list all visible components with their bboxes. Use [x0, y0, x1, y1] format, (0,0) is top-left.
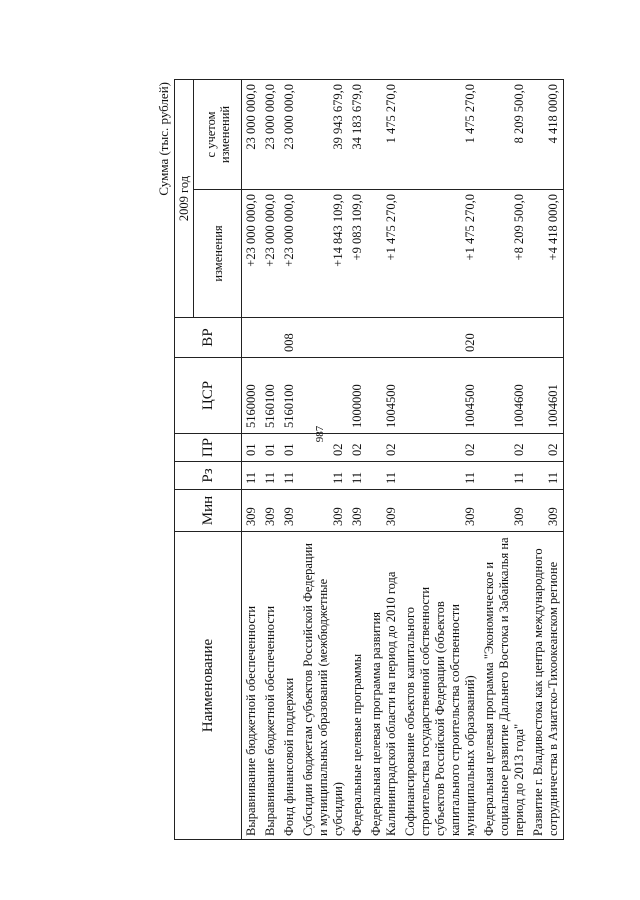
- row-pr: 02: [299, 434, 348, 462]
- row-rz: 11: [280, 462, 299, 490]
- row-min: 309: [299, 490, 348, 532]
- row-min: 309: [261, 490, 280, 532]
- row-total: 23 000 000,0: [261, 79, 280, 189]
- row-pr: 01: [261, 434, 280, 462]
- table-row: [401, 79, 480, 839]
- header-year: 2009 год: [175, 79, 194, 317]
- row-vr: [367, 318, 401, 358]
- row-min: 309: [348, 490, 367, 532]
- table-row: [299, 79, 348, 839]
- row-change: +1 475 270,0: [401, 190, 480, 318]
- page-number: 987: [314, 425, 326, 443]
- row-change: +1 475 270,0: [367, 190, 401, 318]
- row-rz: 11: [299, 462, 348, 490]
- row-min: 309: [242, 490, 262, 532]
- row-pr: 02: [401, 434, 480, 462]
- row-change: +14 843 109,0: [299, 190, 348, 318]
- table-row: [480, 79, 529, 839]
- row-csr: 1004601: [529, 358, 564, 434]
- row-vr: [480, 318, 529, 358]
- row-name: Фонд финансовой поддержки: [280, 532, 299, 840]
- row-name: Федеральные целевые программы: [348, 532, 367, 840]
- row-pr: 02: [480, 434, 529, 462]
- row-total: 39 943 679,0: [299, 79, 348, 189]
- row-total: 23 000 000,0: [280, 79, 299, 189]
- units-label: Сумма (тыс. рублей): [156, 82, 171, 196]
- budget-table: [174, 79, 564, 840]
- row-vr: [242, 318, 262, 358]
- table-row: [529, 79, 564, 839]
- row-pr: 01: [242, 434, 262, 462]
- row-min: 309: [280, 490, 299, 532]
- row-total: 23 000 000,0: [242, 79, 262, 189]
- row-name: Развитие г. Владивостока как центра международного сотрудничества в Азиатско-Тихоокеанском регионе: [529, 532, 564, 840]
- row-name: Выравнивание бюджетной обеспеченности: [242, 532, 262, 840]
- row-change: +23 000 000,0: [280, 190, 299, 318]
- rotated-page-content: [154, 80, 578, 840]
- header-with-changes: с учетом изменений: [194, 79, 242, 189]
- row-csr: 1004600: [480, 358, 529, 434]
- row-csr: 5160100: [280, 358, 299, 434]
- row-rz: 11: [261, 462, 280, 490]
- header-pr: ПР: [175, 434, 242, 462]
- header-csr: ЦСР: [175, 358, 242, 434]
- table-row: [280, 79, 299, 839]
- header-rz: Рз: [175, 462, 242, 490]
- header-min: Мин: [175, 490, 242, 532]
- row-change: +23 000 000,0: [242, 190, 262, 318]
- table-row: [348, 79, 367, 839]
- table-body: [242, 79, 564, 839]
- header-changes: изменения: [194, 190, 242, 318]
- row-min: 309: [480, 490, 529, 532]
- row-min: 309: [401, 490, 480, 532]
- row-rz: 11: [348, 462, 367, 490]
- row-rz: 11: [529, 462, 564, 490]
- row-pr: 02: [367, 434, 401, 462]
- row-name: Федеральная целевая программа "Экономическое и социальное развитие Дальнего Востока и Забайкалья на период до 2013 года": [480, 532, 529, 840]
- row-vr: [348, 318, 367, 358]
- row-total: 4 418 000,0: [529, 79, 564, 189]
- header-name: Наименование: [175, 532, 242, 840]
- row-csr: [299, 358, 348, 434]
- row-rz: 11: [480, 462, 529, 490]
- row-csr: 5160100: [261, 358, 280, 434]
- row-change: +8 209 500,0: [480, 190, 529, 318]
- row-name: Субсидии бюджетам субъектов Российской Федерации и муниципальных образований (межбюджетные субсидии): [299, 532, 348, 840]
- row-rz: 11: [242, 462, 262, 490]
- row-change: +23 000 000,0: [261, 190, 280, 318]
- table-row: [242, 79, 262, 839]
- table-row: [367, 79, 401, 839]
- row-change: +9 083 109,0: [348, 190, 367, 318]
- row-pr: 02: [529, 434, 564, 462]
- row-csr: 5160000: [242, 358, 262, 434]
- row-total: 8 209 500,0: [480, 79, 529, 189]
- row-rz: 11: [401, 462, 480, 490]
- row-name: Федеральная целевая программа развития Калининградской области на период до 2010 года: [367, 532, 401, 840]
- row-vr: [299, 318, 348, 358]
- row-name: Софинансирование объектов капитального строительства государственной собственности субъектов Российской Федерации (объектов капитального строительства собственности муниципальных образований): [401, 532, 480, 840]
- row-vr: 020: [401, 318, 480, 358]
- row-total: 34 183 679,0: [348, 79, 367, 189]
- table-row: [261, 79, 280, 839]
- row-name: Выравнивание бюджетной обеспеченности: [261, 532, 280, 840]
- row-rz: 11: [367, 462, 401, 490]
- row-change: +4 418 000,0: [529, 190, 564, 318]
- row-min: 309: [367, 490, 401, 532]
- row-total: 1 475 270,0: [401, 79, 480, 189]
- row-pr: 02: [348, 434, 367, 462]
- row-pr: 01: [280, 434, 299, 462]
- row-vr: 008: [280, 318, 299, 358]
- row-min: 309: [529, 490, 564, 532]
- header-vr: ВР: [175, 318, 242, 358]
- row-total: 1 475 270,0: [367, 79, 401, 189]
- row-csr: 1004500: [401, 358, 480, 434]
- row-vr: [529, 318, 564, 358]
- row-csr: 1000000: [348, 358, 367, 434]
- row-csr: 1004500: [367, 358, 401, 434]
- row-vr: [261, 318, 280, 358]
